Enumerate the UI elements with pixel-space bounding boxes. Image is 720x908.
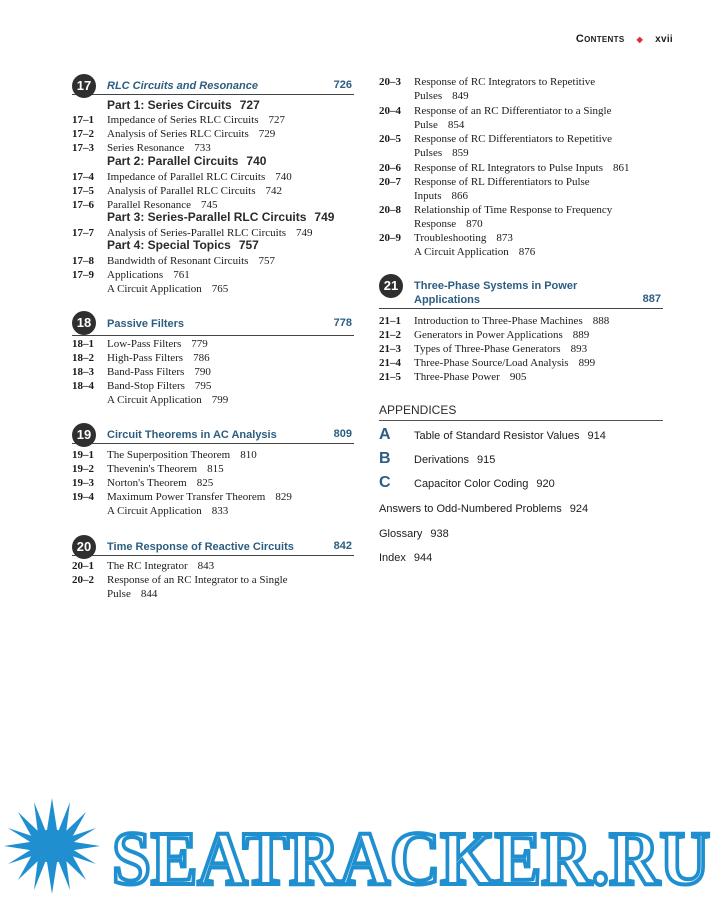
right-column: [379, 0, 663, 400]
page-number: xvii: [655, 34, 673, 45]
chapter-badge: 21: [379, 274, 403, 298]
section-title: Norton's Theorem: [107, 477, 187, 489]
appendix-letter: B: [379, 450, 391, 467]
section-number: 17–4: [72, 171, 94, 183]
section-title: Response of RC Integrators to Repetitive Pulses: [414, 76, 596, 102]
section-title: Bandwidth of Resonant Circuits: [107, 255, 249, 267]
section-page: 873: [496, 232, 513, 244]
watermark-graphic: [0, 790, 720, 903]
section-page: 829: [275, 491, 292, 503]
section-title: Response of RC Differentiators to Repetitive Pulses: [414, 133, 613, 159]
section-page: 893: [570, 343, 588, 355]
appendix-title: Derivations: [414, 454, 470, 466]
section-number: 21–3: [379, 343, 401, 355]
section-title: Response of an RC Differentiator to a Single Pulse: [414, 105, 612, 131]
section-page: 740: [275, 171, 292, 183]
part-label: Part 2: Parallel Circuits: [107, 154, 239, 168]
section-title: A Circuit Application: [107, 394, 202, 406]
appendix-title: Capacitor Color Coding: [414, 478, 529, 490]
section-page: 861: [613, 162, 630, 174]
section-page: 870: [466, 218, 483, 230]
watermark: [0, 790, 720, 903]
section-page: 849: [452, 90, 469, 102]
section-page: 905: [509, 371, 527, 383]
part-heading[interactable]: [107, 238, 259, 252]
section-title: Relationship of Time Response to Frequency Response: [414, 204, 613, 230]
section-title: Response of an RC Integrator to a Single Pulse: [107, 574, 288, 600]
section-page: 843: [197, 560, 215, 572]
backmatter-title: Glossary: [379, 528, 423, 540]
section-title: Impedance of Series RLC Circuits: [107, 114, 259, 126]
part-heading[interactable]: [107, 98, 260, 112]
section-title: Analysis of Parallel RLC Circuits: [107, 185, 256, 197]
section-title: The RC Integrator: [107, 560, 188, 572]
section-number: 18–4: [72, 380, 94, 392]
backmatter-page: 938: [430, 528, 449, 540]
section-title: Series Resonance: [107, 142, 185, 154]
chapter-title: Three-Phase Systems in Power: [414, 280, 578, 292]
section-page: 799: [211, 394, 229, 406]
chapter-badge: 17: [72, 74, 96, 98]
appendix-title: Table of Standard Resistor Values: [414, 430, 580, 442]
chapter-page: 726: [333, 79, 352, 91]
part-page: 740: [246, 154, 267, 168]
section-title: Analysis of Series-Parallel RLC Circuits: [107, 227, 287, 239]
appendices-heading: APPENDICES: [379, 403, 663, 421]
section-title: Generators in Power Applications: [414, 329, 563, 341]
appendix-letter: C: [379, 474, 391, 491]
section-page: 866: [451, 190, 468, 202]
section-page: 888: [592, 315, 610, 327]
chapter-page: 809: [333, 428, 352, 440]
section-title: Band-Stop Filters: [107, 380, 185, 392]
watermark-text: SEATRACKER.RU: [112, 817, 710, 901]
section-page: 854: [447, 119, 465, 131]
section-page: 779: [191, 338, 208, 350]
section-number: 20–3: [379, 76, 401, 88]
part-label: Part 4: Special Topics: [107, 238, 231, 252]
section-page: 795: [194, 380, 212, 392]
chapter-21-heading[interactable]: [379, 274, 663, 309]
section-number: 18–3: [72, 366, 94, 378]
section-number: 21–2: [379, 329, 401, 341]
section-number: 18–2: [72, 352, 94, 364]
section-number: 17–9: [72, 269, 94, 281]
header-title: Contents: [575, 33, 625, 45]
section-page: 810: [240, 449, 257, 461]
section-page: 859: [452, 147, 469, 159]
sun-icon: [4, 798, 100, 894]
section-page: 727: [268, 114, 286, 126]
appendix-page: 915: [477, 454, 496, 466]
section-number: 20–2: [72, 574, 94, 586]
section-number: 20–7: [379, 176, 401, 188]
appendix-page: 920: [536, 478, 555, 490]
section-number: 17–2: [72, 128, 94, 140]
chapter-title-line-2: Applications: [414, 294, 481, 306]
section-title: Maximum Power Transfer Theorem: [107, 491, 266, 503]
section-number: 19–2: [72, 463, 94, 475]
section-number: 20–5: [379, 133, 401, 145]
part-page: 749: [314, 210, 335, 224]
chapter-page: 842: [333, 540, 352, 552]
section-page: 844: [140, 588, 158, 600]
section-number: 20–1: [72, 560, 94, 572]
section-number: 20–9: [379, 232, 401, 244]
section-title: Parallel Resonance: [107, 199, 191, 211]
section-page: 757: [258, 255, 275, 267]
section-number: 17–5: [72, 185, 94, 197]
section-page: 899: [578, 357, 596, 369]
section-number: 17–7: [72, 227, 94, 239]
section-title: A Circuit Application: [414, 246, 509, 258]
section-number: 21–4: [379, 357, 401, 369]
chapter-title: Time Response of Reactive Circuits: [107, 541, 294, 553]
section-page: 733: [194, 142, 211, 154]
section-title: Response of RL Integrators to Pulse Inputs: [414, 162, 604, 174]
section-number: 19–4: [72, 491, 94, 503]
section-page: 749: [296, 227, 313, 239]
section-number: 20–8: [379, 204, 401, 216]
section-number: 19–1: [72, 449, 94, 461]
chapter-18-heading[interactable]: [72, 311, 354, 336]
glossary-entry[interactable]: [379, 528, 449, 540]
answers-entry[interactable]: [379, 503, 588, 515]
section-number: 17–3: [72, 142, 94, 154]
section-page: 790: [194, 366, 211, 378]
part-page: 757: [238, 238, 259, 252]
appendix-page: 914: [587, 430, 606, 442]
section-title: Three-Phase Source/Load Analysis: [414, 357, 569, 369]
left-column: [72, 0, 354, 620]
section-page: 889: [572, 329, 590, 341]
section-page: 765: [211, 283, 229, 295]
section-title: Three-Phase Power: [414, 371, 500, 383]
section-title: Troubleshooting: [414, 232, 487, 244]
section-page: 761: [173, 269, 190, 281]
section-title: Band-Pass Filters: [107, 366, 185, 378]
section-title: Low-Pass Filters: [107, 338, 182, 350]
chapter-title: RLC Circuits and Resonance: [107, 80, 258, 92]
backmatter-title: Answers to Odd-Numbered Problems: [379, 503, 562, 515]
section-page: 729: [258, 128, 276, 140]
section-title: A Circuit Application: [107, 505, 202, 517]
section-number: 17–6: [72, 199, 94, 211]
section-number: 20–6: [379, 162, 401, 174]
chapter-page: 887: [642, 293, 661, 305]
section-page: 876: [518, 246, 536, 258]
backmatter-title: Index: [379, 552, 406, 564]
part-label: Part 1: Series Circuits: [107, 98, 232, 112]
section-title: A Circuit Application: [107, 283, 202, 295]
section-number: 17–8: [72, 255, 94, 267]
chapter-title: Circuit Theorems in AC Analysis: [107, 429, 277, 441]
part-heading[interactable]: [107, 210, 334, 224]
chapter-20-heading[interactable]: [72, 535, 354, 556]
section-page: 825: [196, 477, 214, 489]
section-title: Types of Three-Phase Generators: [414, 343, 561, 355]
index-entry[interactable]: [379, 552, 432, 564]
section-number: 21–1: [379, 315, 401, 327]
chapter-17-heading[interactable]: [72, 74, 354, 95]
part-label: Part 3: Series-Parallel RLC Circuits: [107, 210, 307, 224]
section-page: 742: [265, 185, 282, 197]
section-page: 786: [193, 352, 210, 364]
section-title: Response of RL Differentiators to Pulse Inputs: [414, 176, 590, 202]
chapter-badge: 18: [72, 311, 96, 335]
section-number: 18–1: [72, 338, 94, 350]
section-page: 745: [201, 199, 218, 211]
chapter-19-heading[interactable]: [72, 423, 354, 444]
section-title: Thevenin's Theorem: [107, 463, 198, 475]
section-number: 20–4: [379, 105, 401, 117]
chapter-badge: 20: [72, 535, 96, 559]
diamond-icon: ◆: [636, 35, 644, 44]
section-title: The Superposition Theorem: [107, 449, 231, 461]
backmatter-page: 924: [569, 503, 589, 515]
section-title: Applications: [107, 269, 164, 281]
backmatter-page: 944: [413, 552, 433, 564]
section-title: Introduction to Three-Phase Machines: [414, 315, 583, 327]
section-page: 815: [207, 463, 224, 475]
part-heading[interactable]: [107, 154, 266, 168]
chapter-title: Passive Filters: [107, 318, 185, 330]
section-title: Impedance of Parallel RLC Circuits: [107, 171, 266, 183]
section-title: High-Pass Filters: [107, 352, 184, 364]
part-page: 727: [239, 98, 260, 112]
appendix-letter: A: [379, 426, 391, 443]
section-number: 21–5: [379, 371, 401, 383]
chapter-page: 778: [333, 317, 352, 329]
section-page: 833: [211, 505, 229, 517]
section-number: 17–1: [72, 114, 94, 126]
chapter-badge: 19: [72, 423, 96, 447]
section-number: 19–3: [72, 477, 94, 489]
section-title: Analysis of Series RLC Circuits: [107, 128, 249, 140]
